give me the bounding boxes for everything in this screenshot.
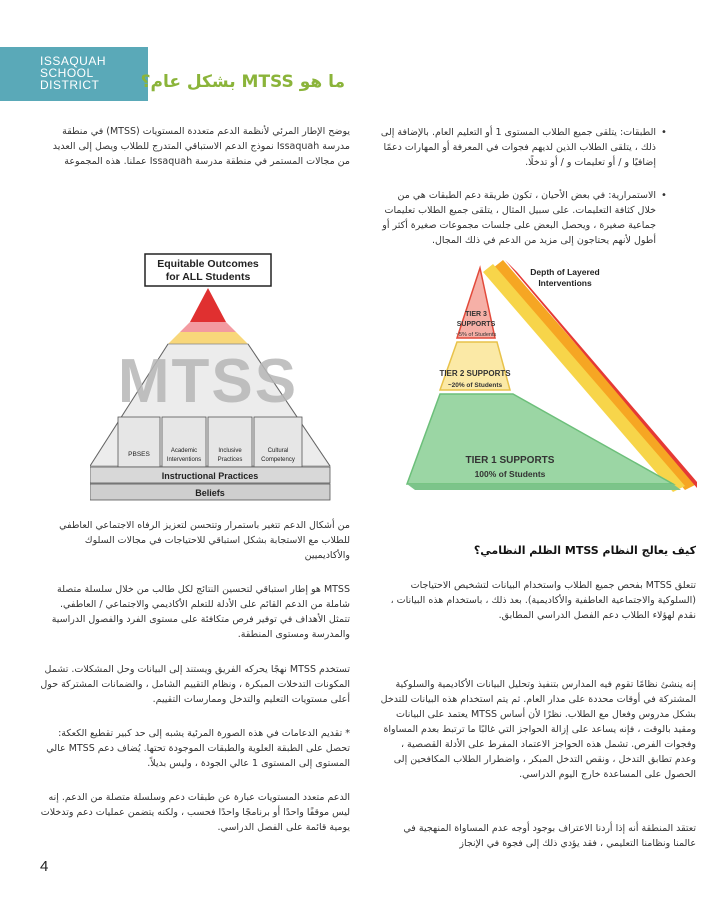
pillar-inclusive-label-2: Practices: [217, 457, 243, 463]
tier-pyramid-diagram: [405, 258, 700, 528]
right-paragraph-2: إنه ينشئ نظامًا تقوم فيه المدارس بتنفيذ وتحليل البيانات الأكاديمية والسلوكية المشتركة في أوقات محددة على مدار العام. ثم يتم استخدام هذه البيانات للتدخل بشكل مدروس وفعال مع الطلاب. نظرًا لأن أساس MTSS يعتمد على البيانات ومقيد بالوقت ، فإنه يساعد على إزالة الحواجز التي غالبًا ما ترتبط بعدم المساواة وفجوات الفرص. تشمل هذه الحواجز الاعتماد المفرط على الأدلة القصصية ، وعدم تطابق التدخل ، ونقص التدخل المبكر ، واضطرار الطلاب المكافحين إلى الحصول على المساعدة خارج اليوم الدراسي.: [380, 679, 696, 780]
outcomes-title-line-1: Equitable Outcomes: [157, 258, 259, 270]
pyramid-pink-band: [180, 322, 236, 332]
tier3-label-line-3: ~5% of Students: [455, 332, 497, 338]
left-paragraph-1: من أشكال الدعم تتغير باستمرار وتتحسن لتعزيز الرفاه الاجتماعي العاطفي للطلاب مع الاستجابة بشكل استباقي للاحتياجات في مجالات السلوك والأكاديميين: [59, 520, 350, 561]
pillar-cultural-label-2: Competency: [261, 457, 295, 463]
right-paragraph-3: تعتقد المنطقة أنه إذا أردنا الاعتراف بوجود أوجه عدم المساواة المنهجية في عالمنا ونظامنا التعليمي ، فقد يؤدي ذلك إلى فجوة في الإنجاز: [403, 823, 696, 849]
logo-line-3: DISTRICT: [40, 78, 100, 92]
tier2-label-line-1: TIER 2 SUPPORTS: [439, 369, 511, 378]
mtss-watermark: MTSS: [117, 347, 299, 416]
bullet-dot-2: •: [661, 190, 667, 201]
pyramid-yellow-band: [168, 332, 248, 344]
continuum-bullet-text: الاستمرارية: في بعض الأحيان ، تكون طريقة دعم الطبقات هي من خلال كثافة التعليمات. على سبيل المثال ، يتلقى جميع الطلاب تعليمات جماعية صغيرة ، ويحصل البعض على جلسات مجموعات صغيرة أكثر أو أطول لأنهم يحتاجون إلى مزيد من الدعم في ذلك المجال.: [382, 190, 656, 246]
pillar-academic-label-1: Academic: [170, 448, 198, 454]
continuum-bullet-box: [378, 188, 656, 258]
tier1-label-line-1: TIER 1 SUPPORTS: [465, 455, 555, 466]
beliefs-label: Beliefs: [195, 488, 225, 498]
systemic-injustice-heading: كيف يعالج النظام MTSS الظلم النظامي؟: [473, 544, 696, 557]
instructional-practices-label: Instructional Practices: [161, 471, 259, 481]
tier1-base-shadow: [407, 484, 681, 490]
left-intro-paragraph: يوضح الإطار المرئي لأنظمة الدعم متعددة المستويات (MTSS) في منطقة مدرسة Issaquah نموذج الدعم الاستباقي المتدرج للطلاب ويصل إلى العديد من مجالات المستمر في منطقة مدرسة Issaquah عملنا. هذه المجموعة: [52, 126, 350, 167]
page-number: 4: [40, 858, 49, 875]
outcomes-title-line-2: for ALL Students: [165, 271, 251, 283]
left-paragraph-5: الدعم متعدد المستويات عبارة عن طبقات دعم وسلسلة متصلة من الدعم. إنه ليس موقفًا واحدًا أو برنامجًا واحدًا فحسب ، ولكنه يتضمن عمليات دعم وتدخلات يومية قائمة على الفصل الدراسي.: [40, 792, 350, 833]
pillar-pbses-label: PBSES: [128, 451, 150, 458]
logo-line-1: ISSAQUAH: [40, 54, 107, 68]
tiers-bullet-text: الطبقات: يتلقى جميع الطلاب المستوى 1 أو التعليم العام. بالإضافة إلى ذلك ، يتلقى الطلاب الذين لديهم فجوات في المعرفة أو المهارات دعمًا إضافيًا و / أو تعليمات و / أو تدخلًا.: [380, 127, 656, 168]
pyramid-top-red: [190, 288, 226, 322]
pillar-cultural-label-1: Cultural: [267, 448, 289, 454]
logo-line-2: SCHOOL: [40, 66, 94, 80]
depth-label-line-2: Interventions: [538, 278, 592, 288]
tier3-label-line-1: TIER 3: [465, 311, 487, 318]
left-paragraph-4: * تقديم الدعامات في هذه الصورة المرئية يشبه إلى حد كبير تقطيع الكعكة: تحصل على الطبقة العلوية والطبقات الموجودة تحتها. يُضاف دعم MTSS عالي المستوى إلى المستوى 1 عالي الجودة ، وليس بديلاً.: [46, 728, 350, 769]
pillar-inclusive-label-1: Inclusive: [218, 448, 242, 454]
mtss-pyramid-diagram: [90, 252, 340, 502]
tier2-label-line-2: ~20% of Students: [447, 382, 503, 389]
left-paragraph-3: تستخدم MTSS نهجًا يحركه الفريق ويستند إلى البيانات وحل المشكلات. تشمل المكونات التدخلات المبكرة ، ونظام التقييم الشامل ، والضمانات المشتركة حول أعلى مستويات التعليم والتدخل وممارسات التقييم.: [40, 664, 350, 705]
depth-label-line-1: Depth of Layered: [530, 267, 600, 277]
right-paragraph-1: تتعلق MTSS بفحص جميع الطلاب واستخدام البيانات لتشخيص الاحتياجات (السلوكية والاجتماعية العاطفية والأكاديمية). بعد ذلك ، باستخدام هذه البيانات ، نقدم لهؤلاء الطلاب دعم الفصل الدراسي المطابق.: [390, 580, 696, 621]
district-logo: [0, 47, 148, 101]
left-paragraph-2: MTSS هو إطار استباقي لتحسين النتائج لكل طالب من خلال سلسلة متصلة شاملة من الدعم القائم على الأدلة للتعلم الأكاديمي والاجتماعي / العاطفي. تتمثل الأهداف في توفير فرص متكافئة على مستوى الفرد والفصول الدراسية والمدرسة ومستوى المنطقة.: [51, 584, 350, 640]
pillar-academic-label-2: Interventions: [166, 457, 202, 463]
tier1-label-line-2: 100% of Students: [474, 469, 546, 479]
pillar-pbses: [118, 417, 160, 467]
tier3-label-line-2: SUPPORTS: [456, 321, 496, 328]
page-title: ما هو MTSS بشكل عام؟: [140, 72, 345, 92]
bullet-dot-1: •: [661, 127, 667, 138]
